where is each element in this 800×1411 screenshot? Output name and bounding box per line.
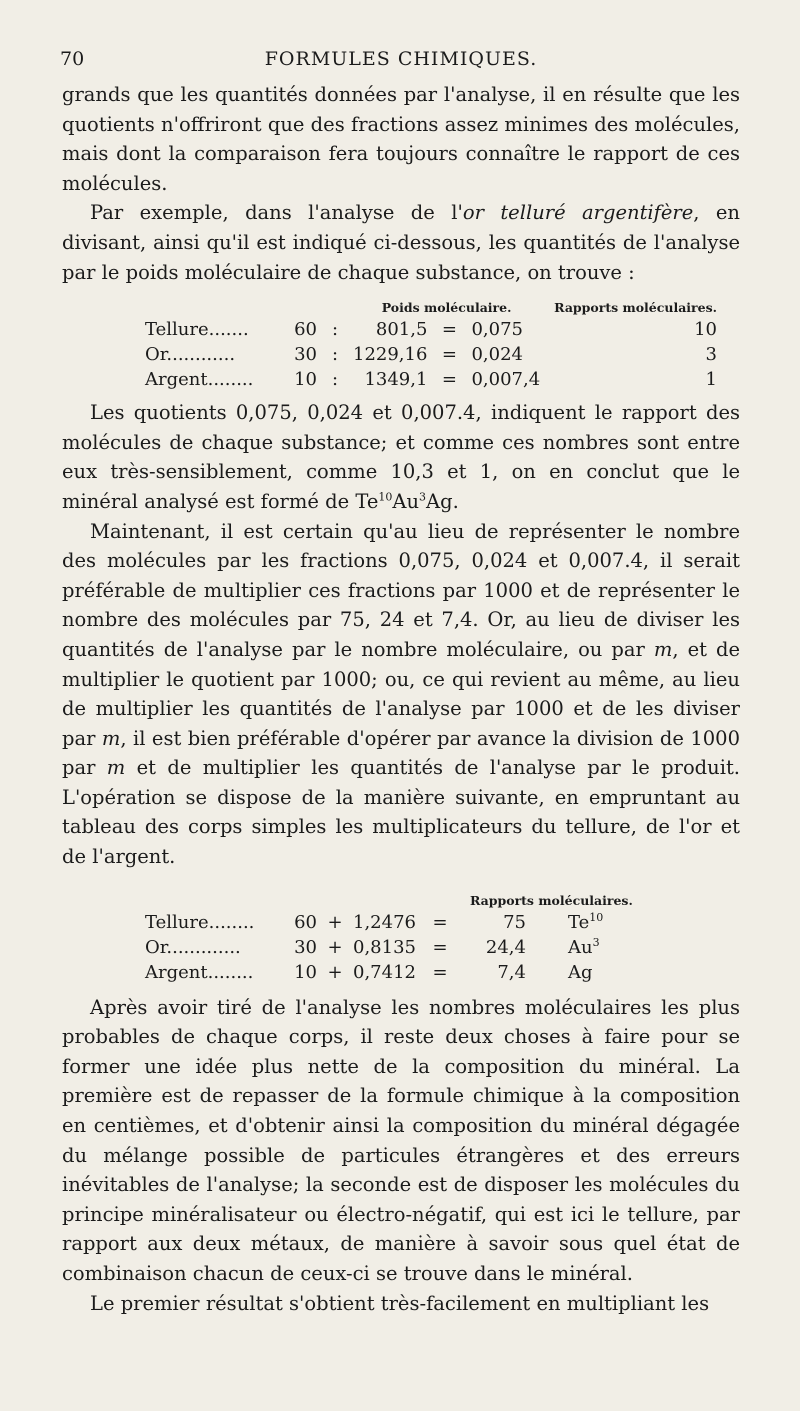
paragraph-3: Les quotients 0,075, 0,024 et 0,007.4, indiquent le rapport des molécules de chaque substance; et comme ces nombres sont entre eux très-sensiblement, comme 10,3 et 1, on en conclut que le minéral analysé est formé de Te$^{10}$Au$^3$Ag. — [62, 401, 740, 513]
division-table — [145, 299, 717, 392]
paragraph-4: Maintenant, il est certain qu'au lieu de représenter le nombre des molécules par les fractions 0,075, 0,024 et 0,007.4, il serait préférable de multiplier ces fractions par 1000 et de représenter le nombre des molécules par 75, 24 et 7,4. Or, au lieu de diviser les quantités de l'analyse par le nombre moléculaire, ou par m, et de multiplier le quotient par 1000; ou, ce qui revient au même, au lieu de multiplier les quantités de l'analyse par 1000 et de les diviser par m, il est bien préférable d'opérer par avance la division de 1000 par m et de multiplier les quantités de l'analyse par le produit. L'opération se dispose de la manière suivante, en empruntant au tableau des corps simples les multiplicateurs du tellure, de l'or et de l'argent. — [62, 519, 740, 869]
paragraph-2: Par exemple, dans l'analyse de l'or telluré argentifère, en divisant, ainsi qu'il est indiqué ci-dessous, les quantités de l'analyse par le poids moléculaire de chaque substance, on trouve : — [62, 201, 740, 284]
header-molecular-weight: Poids moléculaire. — [381, 300, 512, 316]
header-molecular-ratios-2: Rapports moléculaires. — [469, 892, 633, 908]
book-page — [62, 46, 740, 1318]
table-row: Or............. 30 + 0,8135 = 24,4 Au$^3$ — [145, 935, 600, 958]
page-header — [62, 46, 740, 80]
table-row: Argent........ 10 : 1349,1 = 0,007,4 1 — [145, 369, 717, 391]
page-number: 70 — [60, 48, 85, 70]
running-title: FORMULES CHIMIQUES. — [264, 48, 538, 70]
paragraph-6: Le premier résultat s'obtient très-facilement en multipliant les — [90, 1291, 710, 1315]
mineral-name: or telluré argentifère — [462, 201, 694, 225]
table-row: Argent........ 10 + 0,7412 = 7,4 Ag — [145, 961, 593, 983]
paragraph-5: Après avoir tiré de l'analyse les nombres moléculaires les plus probables de chaque corps, il reste deux choses à faire pour se former une idée plus nette de la composition du minéral. La première est de repasser de la formule chimique à la composition en centièmes, et d'obtenir ainsi la composition du minéral dégagée du mélange possible de particules étrangères et des erreurs inévitables de l'analyse; la seconde est de disposer les molécules du principe minéralisateur ou électro-négatif, qui est ici le tellure, par rapport aux deux métaux, de manière à savoir sous quel état de combinaison chacun de ceux-ci se trouve dans le minéral. — [62, 995, 740, 1285]
table-row: Tellure........ 60 + 1,2476 = 75 Te$^{10}$ — [145, 910, 604, 933]
header-molecular-ratios: Rapports moléculaires. — [554, 300, 717, 316]
table-row: Tellure....... 60 : 801,5 = 0,075 10 — [145, 319, 717, 341]
table-row: Or............ 30 : 1229,16 = 0,024 3 — [145, 344, 717, 366]
paragraph-1: grands que les quantités données par l'analyse, il en résulte que les quotients n'offriront que des fractions assez minimes des molécules, mais dont la comparaison fera toujours connaître le rapport de ces molécules. — [62, 83, 740, 195]
multiplication-table — [145, 892, 654, 985]
